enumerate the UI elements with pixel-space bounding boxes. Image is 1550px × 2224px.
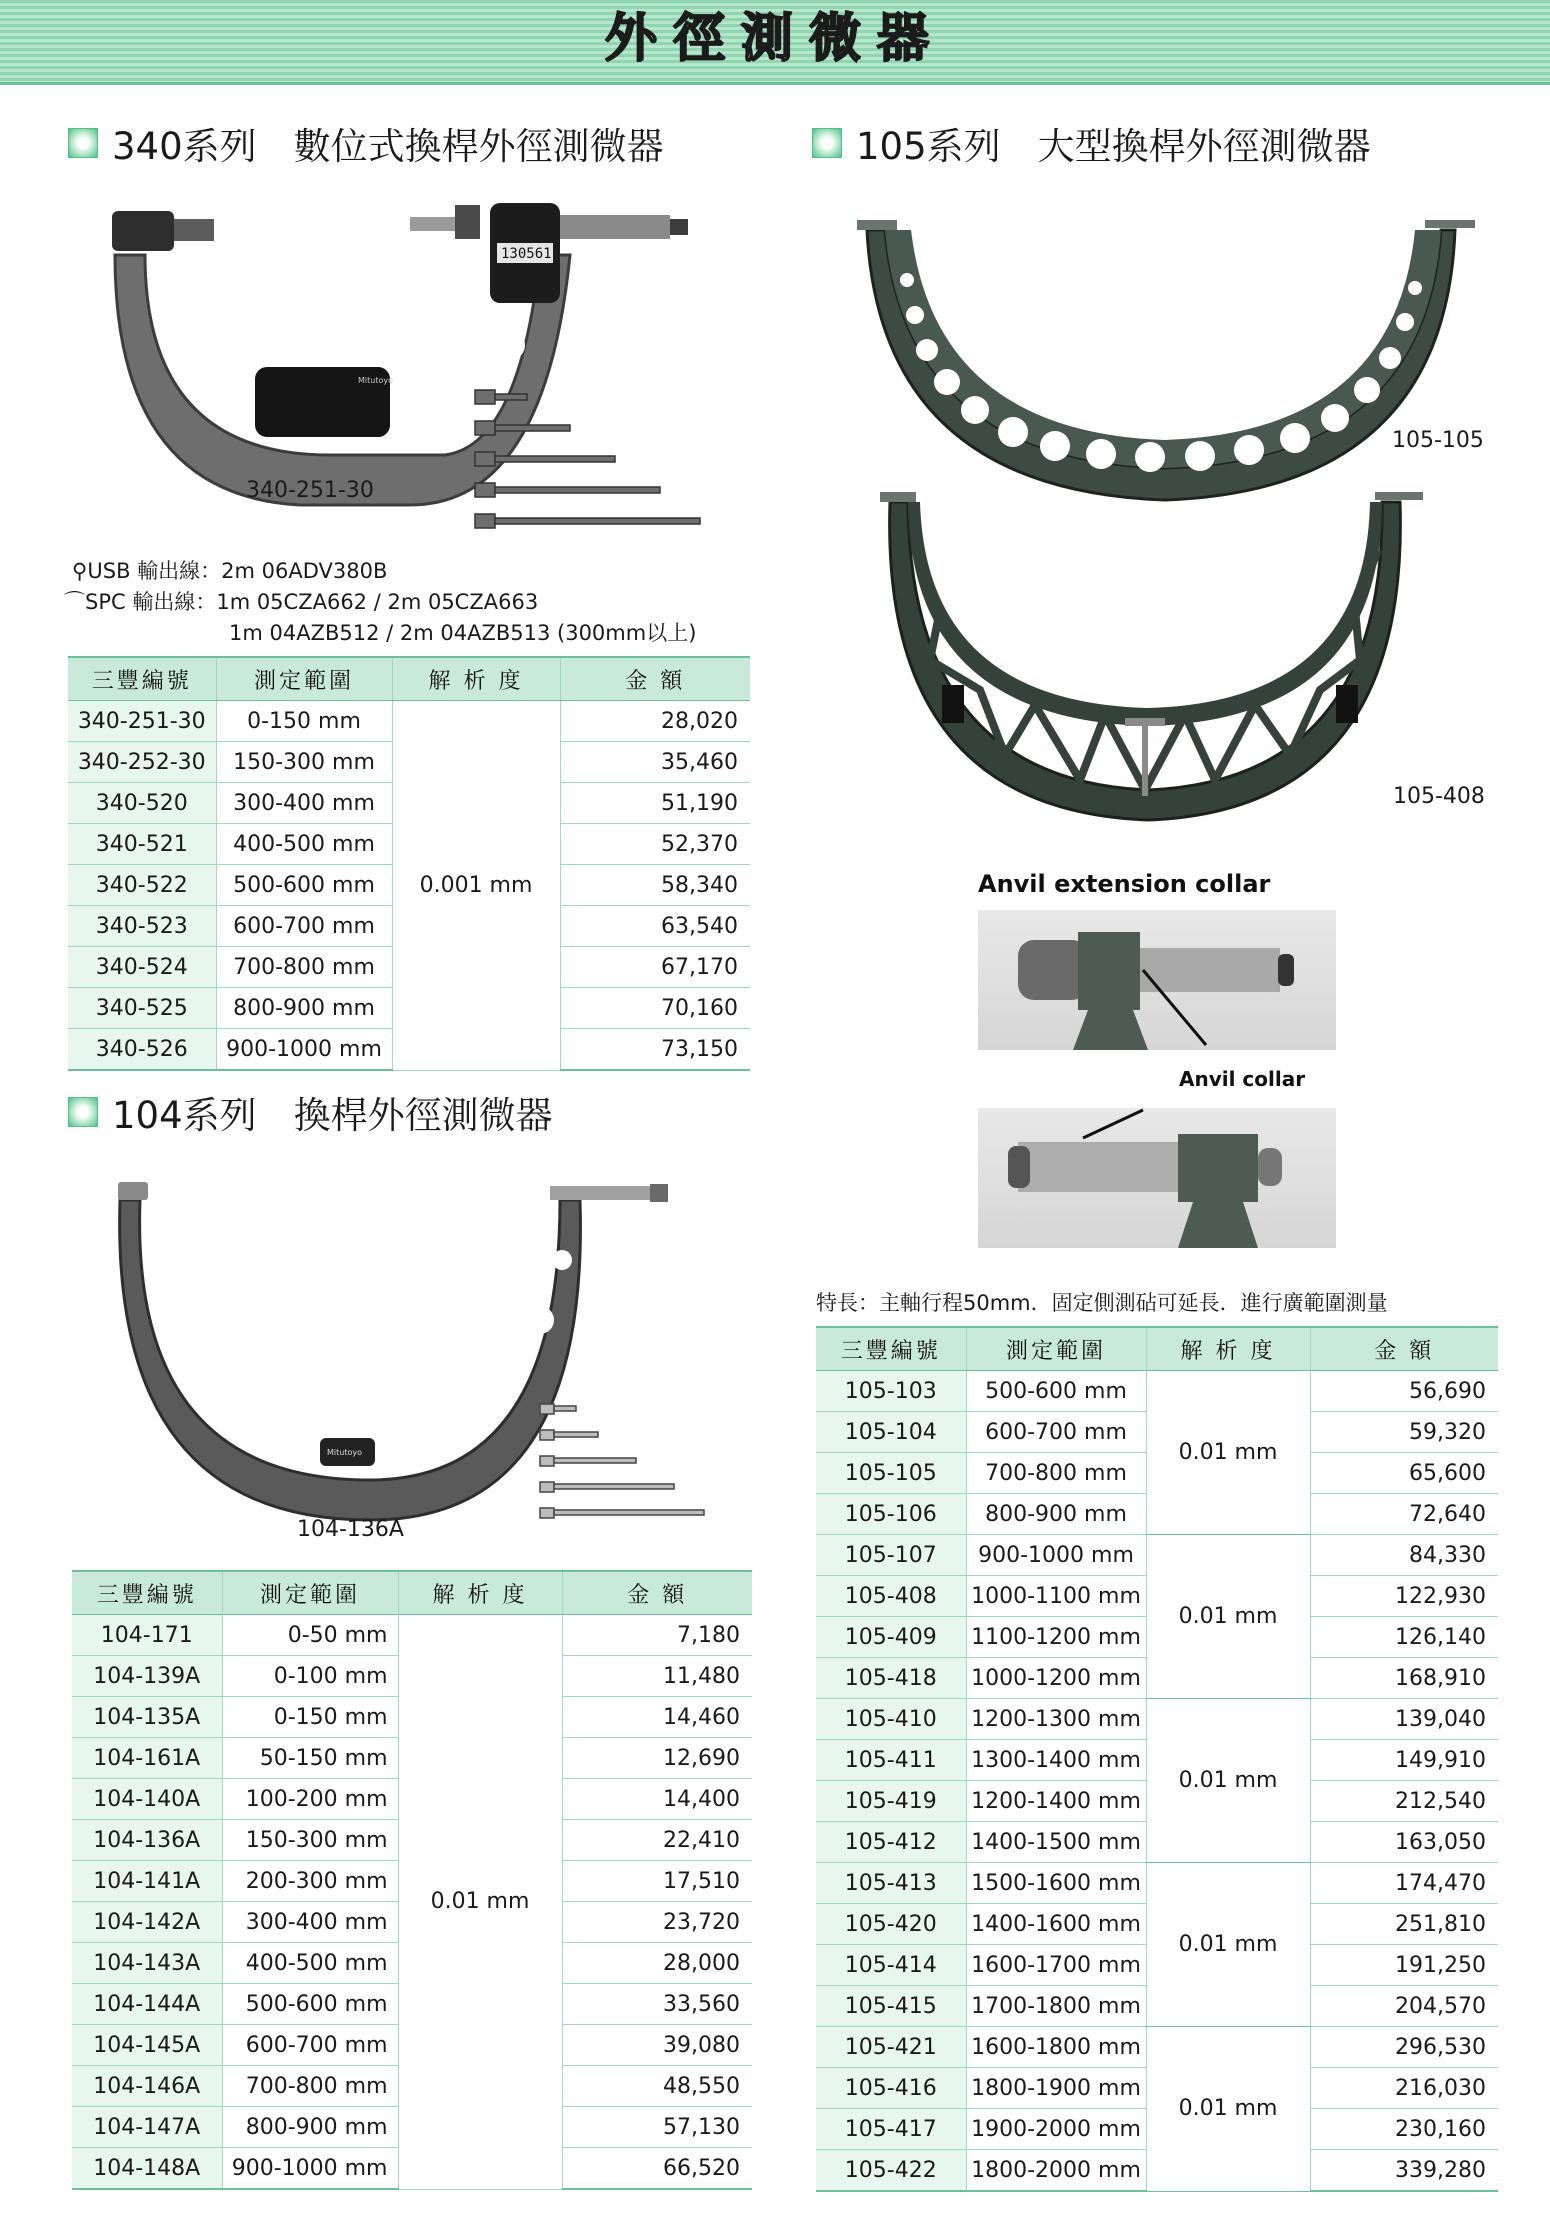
model-code-cell: 105-415: [816, 1986, 966, 2027]
model-code-cell: 104-139A: [72, 1656, 222, 1697]
model-code-cell: 340-523: [68, 906, 216, 947]
section-square-icon: [68, 128, 98, 158]
feature-note: 特長：主軸行程50mm．固定側測砧可延長．進行廣範圍測量: [816, 1291, 1388, 1315]
range-cell: 1400-1500 mm: [966, 1822, 1146, 1863]
model-code-cell: 340-522: [68, 865, 216, 906]
range-cell: 1300-1400 mm: [966, 1740, 1146, 1781]
spc-icon: ⌒: [64, 590, 85, 614]
col-header-price: 金 額: [562, 1571, 752, 1615]
price-cell: 57,130: [562, 2107, 752, 2148]
range-cell: 700-800 mm: [216, 947, 392, 988]
price-cell: 168,910: [1310, 1658, 1498, 1699]
model-code-cell: 104-147A: [72, 2107, 222, 2148]
model-code-cell: 105-416: [816, 2068, 966, 2109]
model-code-cell: 105-418: [816, 1658, 966, 1699]
model-code-cell: 104-143A: [72, 1943, 222, 1984]
price-cell: 22,410: [562, 1820, 752, 1861]
spec-table-104: [72, 1570, 752, 2190]
price-cell: 48,550: [562, 2066, 752, 2107]
model-code-cell: 105-413: [816, 1863, 966, 1904]
col-header-price: 金 額: [560, 657, 750, 701]
section-square-icon: [68, 1097, 98, 1127]
range-cell: 700-800 mm: [222, 2066, 398, 2107]
range-cell: 900-1000 mm: [216, 1029, 392, 1071]
range-cell: 0-150 mm: [216, 701, 392, 742]
resolution-cell: 0.01 mm: [398, 1615, 562, 2190]
anvil-extension-photo: [978, 910, 1336, 1050]
price-cell: 163,050: [1310, 1822, 1498, 1863]
section-title-105: 105系列 大型換桿外徑測微器: [856, 125, 1371, 168]
page-title: 外徑測微器: [604, 9, 945, 69]
model-code-cell: 104-140A: [72, 1779, 222, 1820]
price-cell: 56,690: [1310, 1371, 1498, 1412]
model-code-cell: 105-409: [816, 1617, 966, 1658]
table-row: [816, 1699, 1498, 1740]
resolution-cell: 0.01 mm: [1146, 2027, 1310, 2192]
price-cell: 67,170: [560, 947, 750, 988]
price-cell: 14,400: [562, 1779, 752, 1820]
col-header-range: 測定範圍: [222, 1571, 398, 1615]
section-heading-105: [812, 118, 1371, 168]
range-cell: 200-300 mm: [222, 1861, 398, 1902]
range-cell: 1000-1100 mm: [966, 1576, 1146, 1617]
model-code-cell: 340-520: [68, 783, 216, 824]
price-cell: 23,720: [562, 1902, 752, 1943]
price-cell: 7,180: [562, 1615, 752, 1656]
section-square-icon: [812, 128, 842, 158]
model-code-cell: 104-135A: [72, 1697, 222, 1738]
range-cell: 900-1000 mm: [222, 2148, 398, 2190]
usb-icon: ⚲: [72, 559, 88, 583]
price-cell: 73,150: [560, 1029, 750, 1071]
micrometer-105-408-image: [870, 490, 1430, 835]
col-header-code: 三豐編號: [72, 1571, 222, 1615]
price-cell: 139,040: [1310, 1699, 1498, 1740]
range-cell: 400-500 mm: [222, 1943, 398, 1984]
price-cell: 28,000: [562, 1943, 752, 1984]
range-cell: 1800-2000 mm: [966, 2150, 1146, 2192]
model-code-cell: 105-417: [816, 2109, 966, 2150]
resolution-cell: 0.01 mm: [1146, 1863, 1310, 2027]
range-cell: 500-600 mm: [966, 1371, 1146, 1412]
model-caption-105-105: 105-105: [1392, 428, 1484, 453]
svg-text:Mitutoyo: Mitutoyo: [327, 1448, 362, 1457]
section-title-340: 340系列 數位式換桿外徑測微器: [112, 125, 664, 168]
range-cell: 0-50 mm: [222, 1615, 398, 1656]
model-code-cell: 105-414: [816, 1945, 966, 1986]
price-cell: 17,510: [562, 1861, 752, 1902]
price-cell: 12,690: [562, 1738, 752, 1779]
table-row: [72, 1615, 752, 1656]
header-banner: [0, 0, 1550, 85]
model-caption-105-408: 105-408: [1393, 784, 1485, 809]
micrometer-104-image: [110, 1180, 710, 1540]
range-cell: 600-700 mm: [966, 1412, 1146, 1453]
model-code-cell: 340-525: [68, 988, 216, 1029]
price-cell: 216,030: [1310, 2068, 1498, 2109]
price-cell: 72,640: [1310, 1494, 1498, 1535]
col-header-price: 金 額: [1310, 1327, 1498, 1371]
range-cell: 900-1000 mm: [966, 1535, 1146, 1576]
price-cell: 51,190: [560, 783, 750, 824]
model-code-cell: 105-422: [816, 2150, 966, 2192]
display-reading: 130561: [501, 246, 552, 262]
price-cell: 339,280: [1310, 2150, 1498, 2192]
price-cell: 11,480: [562, 1656, 752, 1697]
price-cell: 39,080: [562, 2025, 752, 2066]
table-row: [68, 701, 750, 742]
price-cell: 14,460: [562, 1697, 752, 1738]
col-header-resolution: 解 析 度: [1146, 1327, 1310, 1371]
price-cell: 84,330: [1310, 1535, 1498, 1576]
model-code-cell: 105-421: [816, 2027, 966, 2068]
range-cell: 1000-1200 mm: [966, 1658, 1146, 1699]
model-code-cell: 105-412: [816, 1822, 966, 1863]
model-code-cell: 340-521: [68, 824, 216, 865]
price-cell: 191,250: [1310, 1945, 1498, 1986]
model-code-cell: 104-136A: [72, 1820, 222, 1861]
range-cell: 1200-1400 mm: [966, 1781, 1146, 1822]
price-cell: 149,910: [1310, 1740, 1498, 1781]
model-code-cell: 105-419: [816, 1781, 966, 1822]
range-cell: 600-700 mm: [216, 906, 392, 947]
spec-table-105: [816, 1326, 1498, 2192]
price-cell: 126,140: [1310, 1617, 1498, 1658]
resolution-cell: 0.01 mm: [1146, 1535, 1310, 1699]
spc-note: ⌒SPC 輸出線：1m 05CZA662 / 2m 05CZA663: [64, 590, 539, 614]
range-cell: 0-150 mm: [222, 1697, 398, 1738]
range-cell: 150-300 mm: [216, 742, 392, 783]
table-row: [816, 1371, 1498, 1412]
usb-note: ⚲USB 輸出線：2m 06ADV380B: [72, 559, 388, 583]
price-cell: 59,320: [1310, 1412, 1498, 1453]
range-cell: 1500-1600 mm: [966, 1863, 1146, 1904]
model-code-cell: 340-526: [68, 1029, 216, 1071]
anvil-collar-photo: [978, 1108, 1336, 1248]
range-cell: 1200-1300 mm: [966, 1699, 1146, 1740]
model-code-cell: 104-161A: [72, 1738, 222, 1779]
price-cell: 28,020: [560, 701, 750, 742]
price-cell: 230,160: [1310, 2109, 1498, 2150]
price-cell: 204,570: [1310, 1986, 1498, 2027]
model-code-cell: 104-144A: [72, 1984, 222, 2025]
anvil-extension-label: Anvil extension collar: [978, 870, 1271, 898]
section-title-104: 104系列 換桿外徑測微器: [112, 1094, 553, 1137]
range-cell: 50-150 mm: [222, 1738, 398, 1779]
range-cell: 400-500 mm: [216, 824, 392, 865]
col-header-resolution: 解 析 度: [392, 657, 560, 701]
svg-text:Mitutoyo: Mitutoyo: [358, 376, 393, 385]
col-header-resolution: 解 析 度: [398, 1571, 562, 1615]
price-cell: 65,600: [1310, 1453, 1498, 1494]
range-cell: 500-600 mm: [222, 1984, 398, 2025]
resolution-cell: 0.01 mm: [1146, 1699, 1310, 1863]
model-code-cell: 105-408: [816, 1576, 966, 1617]
model-code-cell: 105-103: [816, 1371, 966, 1412]
range-cell: 1800-1900 mm: [966, 2068, 1146, 2109]
col-header-code: 三豐編號: [68, 657, 216, 701]
range-cell: 300-400 mm: [216, 783, 392, 824]
section-heading-340: [68, 118, 664, 168]
micrometer-105-105-image: [855, 210, 1475, 510]
range-cell: 100-200 mm: [222, 1779, 398, 1820]
range-cell: 1900-2000 mm: [966, 2109, 1146, 2150]
range-cell: 1700-1800 mm: [966, 1986, 1146, 2027]
spc-note-2: 1m 04AZB512 / 2m 04AZB513 (300mm以上): [229, 621, 697, 645]
price-cell: 63,540: [560, 906, 750, 947]
model-code-cell: 105-106: [816, 1494, 966, 1535]
table-row: [816, 1863, 1498, 1904]
range-cell: 150-300 mm: [222, 1820, 398, 1861]
model-code-cell: 104-146A: [72, 2066, 222, 2107]
model-code-cell: 105-410: [816, 1699, 966, 1740]
range-cell: 700-800 mm: [966, 1453, 1146, 1494]
range-cell: 300-400 mm: [222, 1902, 398, 1943]
price-cell: 33,560: [562, 1984, 752, 2025]
range-cell: 800-900 mm: [966, 1494, 1146, 1535]
range-cell: 0-100 mm: [222, 1656, 398, 1697]
table-row: [816, 2027, 1498, 2068]
price-cell: 122,930: [1310, 1576, 1498, 1617]
model-code-cell: 340-524: [68, 947, 216, 988]
model-code-cell: 340-252-30: [68, 742, 216, 783]
col-header-range: 測定範圍: [216, 657, 392, 701]
model-code-cell: 340-251-30: [68, 701, 216, 742]
range-cell: 1100-1200 mm: [966, 1617, 1146, 1658]
spec-table-340: [68, 656, 750, 1071]
price-cell: 66,520: [562, 2148, 752, 2190]
range-cell: 600-700 mm: [222, 2025, 398, 2066]
model-code-cell: 104-171: [72, 1615, 222, 1656]
model-code-cell: 104-141A: [72, 1861, 222, 1902]
col-header-code: 三豐編號: [816, 1327, 966, 1371]
model-caption-340: 340-251-30: [246, 478, 374, 503]
micrometer-340-image: [100, 195, 710, 545]
model-code-cell: 105-420: [816, 1904, 966, 1945]
resolution-cell: 0.01 mm: [1146, 1371, 1310, 1535]
range-cell: 800-900 mm: [216, 988, 392, 1029]
model-code-cell: 105-104: [816, 1412, 966, 1453]
price-cell: 296,530: [1310, 2027, 1498, 2068]
model-code-cell: 105-107: [816, 1535, 966, 1576]
resolution-cell: 0.001 mm: [392, 701, 560, 1071]
price-cell: 174,470: [1310, 1863, 1498, 1904]
price-cell: 70,160: [560, 988, 750, 1029]
model-caption-104: 104-136A: [297, 1517, 404, 1542]
price-cell: 212,540: [1310, 1781, 1498, 1822]
model-code-cell: 105-411: [816, 1740, 966, 1781]
model-code-cell: 105-105: [816, 1453, 966, 1494]
price-cell: 35,460: [560, 742, 750, 783]
price-cell: 52,370: [560, 824, 750, 865]
section-heading-104: [68, 1087, 553, 1137]
table-row: [816, 1535, 1498, 1576]
model-code-cell: 104-142A: [72, 1902, 222, 1943]
col-header-range: 測定範圍: [966, 1327, 1146, 1371]
range-cell: 500-600 mm: [216, 865, 392, 906]
range-cell: 1600-1800 mm: [966, 2027, 1146, 2068]
range-cell: 1400-1600 mm: [966, 1904, 1146, 1945]
anvil-collar-label: Anvil collar: [1179, 1067, 1306, 1091]
price-cell: 251,810: [1310, 1904, 1498, 1945]
model-code-cell: 104-148A: [72, 2148, 222, 2190]
range-cell: 800-900 mm: [222, 2107, 398, 2148]
model-code-cell: 104-145A: [72, 2025, 222, 2066]
range-cell: 1600-1700 mm: [966, 1945, 1146, 1986]
price-cell: 58,340: [560, 865, 750, 906]
